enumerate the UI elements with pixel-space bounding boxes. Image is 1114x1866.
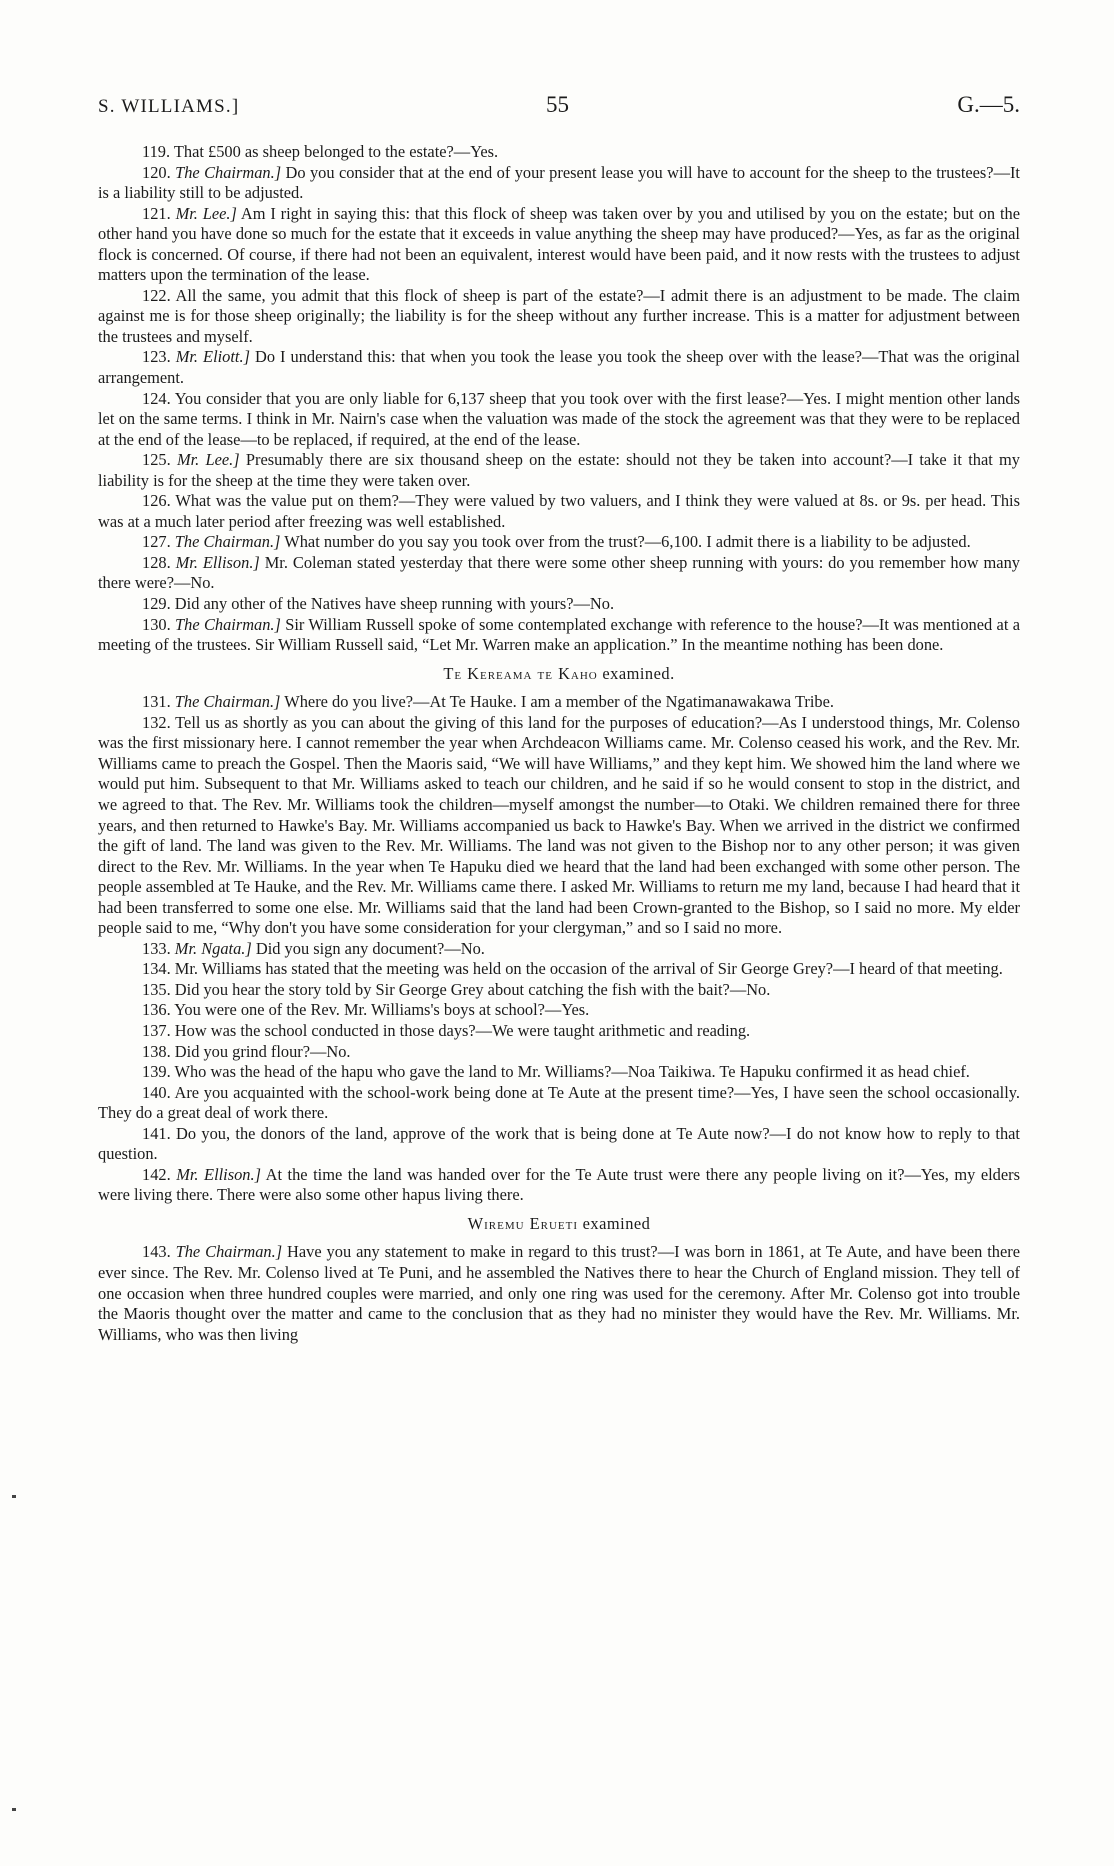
question-paragraph: [98, 142, 1020, 163]
margin-mark: [12, 1495, 16, 1498]
question-paragraph: [98, 615, 1020, 656]
question-paragraph: [98, 163, 1020, 204]
question-paragraph: [98, 1021, 1020, 1042]
question-number: 138.: [142, 1041, 171, 1061]
question-text: Do you consider that at the end of your present lease you will have to account for the sheep to the trustees?—It is a liability still to be adjusted.: [98, 162, 1020, 203]
question-number: 128.: [142, 552, 171, 572]
question-text: How was the school conducted in those days?—We were taught arithmetic and reading.: [174, 1020, 751, 1040]
question-number: 137.: [142, 1020, 171, 1040]
question-number: 139.: [142, 1062, 171, 1082]
speaker-label: Mr. Eliott.]: [175, 347, 250, 367]
question-number: 124.: [142, 388, 171, 408]
question-text: Am I right in saying this: that this flock of sheep was taken over by you and utilised by you on the estate; but on the other hand you have done so much for the estate that it exceeds in value anything the sheep may have produced?—Yes, as far as the original flock is concerned. Of course, if there had not been an equivalent, interest would have been paid, and it now rests with the trustees to adjust matters upon the termination of the lease.: [98, 203, 1020, 285]
question-text: Did you grind flour?—No.: [174, 1041, 351, 1061]
speaker-label: The Chairman.]: [174, 532, 281, 552]
question-number: 143.: [142, 1242, 171, 1262]
question-text: You were one of the Rev. Mr. Williams's boys at school?—Yes.: [174, 1000, 590, 1020]
question-number: 140.: [142, 1082, 171, 1102]
witness-heading: [98, 664, 1020, 685]
witness-heading: [98, 1214, 1020, 1235]
speaker-label: Mr. Ellison.]: [176, 1164, 261, 1184]
question-number: 130.: [142, 614, 171, 634]
witness-name: Wiremu Erueti: [467, 1213, 579, 1233]
question-paragraph: [98, 959, 1020, 980]
question-number: 141.: [142, 1123, 171, 1143]
question-paragraph: [98, 1083, 1020, 1124]
question-paragraph: [98, 286, 1020, 348]
question-number: 120.: [142, 162, 171, 182]
question-paragraph: [98, 532, 1020, 553]
question-paragraph: [98, 491, 1020, 532]
question-text: Mr. Williams has stated that the meeting was held on the occasion of the arrival of Sir George Grey?—I heard of that meeting.: [174, 959, 1003, 979]
question-text: Presumably there are six thousand sheep on the estate: should not they be taken into account?—I take it that my liability is for the sheep at the time they were taken over.: [98, 450, 1020, 490]
heading-suffix: examined: [582, 1213, 651, 1233]
margin-mark: [12, 1808, 16, 1811]
question-text: What was the value put on them?—They were valued by two valuers, and I think they were valued at 8s. or 9s. per head. This was at a much later period after freezing was well established.: [98, 491, 1020, 531]
question-text: Did you sign any document?—No.: [255, 938, 485, 958]
question-paragraph: [98, 980, 1020, 1001]
question-text: Mr. Coleman stated yesterday that there were some other sheep running with yours: do you remember how many there were?—No.: [98, 552, 1020, 593]
heading-suffix: examined.: [602, 663, 675, 683]
question-paragraph: [98, 692, 1020, 713]
question-number: 142.: [142, 1164, 171, 1184]
question-number: 135.: [142, 979, 171, 999]
question-paragraph: [98, 1042, 1020, 1063]
speaker-label: The Chairman.]: [175, 162, 282, 182]
question-number: 134.: [142, 959, 171, 979]
running-head-left: S. WILLIAMS.]: [98, 96, 240, 117]
testimony-section-te-kereama: [98, 692, 1020, 1206]
speaker-label: The Chairman.]: [175, 614, 281, 634]
page-header: [98, 92, 1020, 122]
question-text: All the same, you admit that this flock of sheep is part of the estate?—I admit there is an adjustment to be made. The claim against me is for those sheep originally; the liability is for the sheep without any further increase. This is a matter for adjustment between the trustees and myself.: [98, 285, 1020, 346]
witness-name: Te Kereama te Kaho: [443, 663, 598, 683]
question-text: What number do you say you took over from the trust?—6,100. I admit there is a liability to be adjusted.: [284, 532, 971, 552]
question-text: Do I understand this: that when you took the lease you took the sheep over with the lease?—That was the original arrangement.: [98, 347, 1020, 388]
question-paragraph: [98, 713, 1020, 939]
page-body: [98, 142, 1020, 1345]
question-paragraph: [98, 204, 1020, 286]
question-paragraph: [98, 553, 1020, 594]
question-text: Who was the head of the hapu who gave the land to Mr. Williams?—Noa Taikiwa. Te Hapuku confirmed it as head chief.: [174, 1062, 970, 1082]
question-paragraph: [98, 1165, 1020, 1206]
question-text: That £500 as sheep belonged to the estate?—Yes.: [173, 142, 499, 161]
question-number: 126.: [142, 491, 171, 511]
question-number: 136.: [142, 1000, 171, 1020]
question-text: Tell us as shortly as you can about the giving of this land for the purposes of education?—As I understood things, Mr. Colenso was the first missionary here. I cannot remember the year when Archdeacon Williams came. Mr. Colenso ceased his work, and the Rev. Mr. Williams came to preach the Gospel. Then the Maoris said, “We will have Williams,” and they kept him. We showed him the land where we would put him. Subsequent to that Mr. Williams asked to teach our children, and he said if so he would consent to stop in the district, and we agreed to that. The Rev. Mr. Williams took the children—myself amongst the number—to Otaki. We children remained there for three years, and then returned to Hawke's Bay. Mr. Williams accompanied us back to Hawke's Bay. When we arrived in the district we confirmed the gift of land. The land was given to the Rev. Mr. Williams. The land was not given to the Bishop nor to any other person; it was given direct to the Rev. Mr. Williams. In the year when Te Hapuku died we heard that the land had been exchanged with some other person. The people assembled at Te Hauke, and the Rev. Mr. Williams came there. I asked Mr. Williams to return me my land, because I had heard that it had been transferred to some one else. Mr. Williams said that the land had been Crown-granted to the Bishop, so I said no more. My elder people said to me, “Why don't you have some consideration for your clergyman,” and so I said no more.: [98, 712, 1020, 938]
speaker-label: Mr. Lee.]: [176, 450, 240, 470]
question-paragraph: [98, 389, 1020, 451]
question-number: 123.: [142, 347, 171, 367]
question-text: Did you hear the story told by Sir George Grey about catching the fish with the bait?—No.: [174, 979, 771, 999]
question-text: Where do you live?—At Te Hauke. I am a member of the Ngatimanawakawa Tribe.: [284, 692, 834, 712]
speaker-label: The Chairman.]: [174, 692, 281, 712]
question-paragraph: [98, 1000, 1020, 1021]
question-paragraph: [98, 594, 1020, 615]
question-number: 125.: [142, 450, 171, 470]
document-reference: G.—5.: [957, 92, 1020, 117]
question-number: 127.: [142, 532, 171, 552]
question-text: Did any other of the Natives have sheep running with yours?—No.: [174, 594, 615, 614]
question-number: 132.: [142, 712, 171, 732]
question-paragraph: [98, 939, 1020, 960]
page-number: 55: [546, 92, 569, 117]
question-paragraph: [98, 1124, 1020, 1165]
question-number: 131.: [142, 692, 171, 712]
testimony-section-wiremu-erueti: [98, 1242, 1020, 1345]
question-text: Sir William Russell spoke of some contemplated exchange with reference to the house?—It was mentioned at a meeting of the trustees. Sir William Russell said, “Let Mr. Warren make an application.” In the meantime nothing has been done.: [98, 614, 1020, 655]
question-paragraph: [98, 347, 1020, 388]
question-text: Are you acquainted with the school-work being done at Te Aute at the present time?—Yes, I have seen the school occasionally. They do a great deal of work there.: [98, 1082, 1020, 1123]
question-number: 133.: [142, 938, 171, 958]
question-text: Do you, the donors of the land, approve of the work that is being done at Te Aute now?—I do not know how to reply to that question.: [98, 1123, 1020, 1164]
speaker-label: Mr. Ellison.]: [175, 552, 260, 572]
question-text: You consider that you are only liable for 6,137 sheep that you took over with the first lease?—Yes. I might mention other lands let on the same terms. I think in Mr. Nairn's case when the valuation was made of the stock the agreement was that they were to be replaced at the end of the lease—to be replaced, if required, at the end of the lease.: [98, 388, 1020, 449]
question-paragraph: [98, 1242, 1020, 1345]
speaker-label: The Chairman.]: [175, 1242, 283, 1262]
question-paragraph: [98, 450, 1020, 491]
speaker-label: Mr. Ngata.]: [174, 938, 252, 958]
speaker-label: Mr. Lee.]: [175, 203, 237, 223]
question-text: Have you any statement to make in regard to this trust?—I was born in 1861, at Te Aute, and have been there ever since. The Rev. Mr. Colenso lived at Te Puni, and he assembled the Natives there to hear the Church of England mission. They tell of one occasion when three hundred couples were married, and only one ring was used for the ceremony. After Mr. Colenso got into trouble the Maoris thought over the matter and came to the conclusion that as they had no minister they would have the Rev. Mr. Williams. Mr. Williams, who was then living: [98, 1242, 1020, 1344]
question-number: 129.: [142, 594, 171, 614]
question-number: 119.: [142, 142, 171, 161]
question-number: 122.: [142, 285, 171, 305]
question-paragraph: [98, 1062, 1020, 1083]
question-text: At the time the land was handed over for the Te Aute trust were there any people living on it?—Yes, my elders were living there. There were also some other hapus living there.: [98, 1164, 1020, 1205]
question-number: 121.: [142, 203, 171, 223]
testimony-section-williams: [98, 142, 1020, 656]
